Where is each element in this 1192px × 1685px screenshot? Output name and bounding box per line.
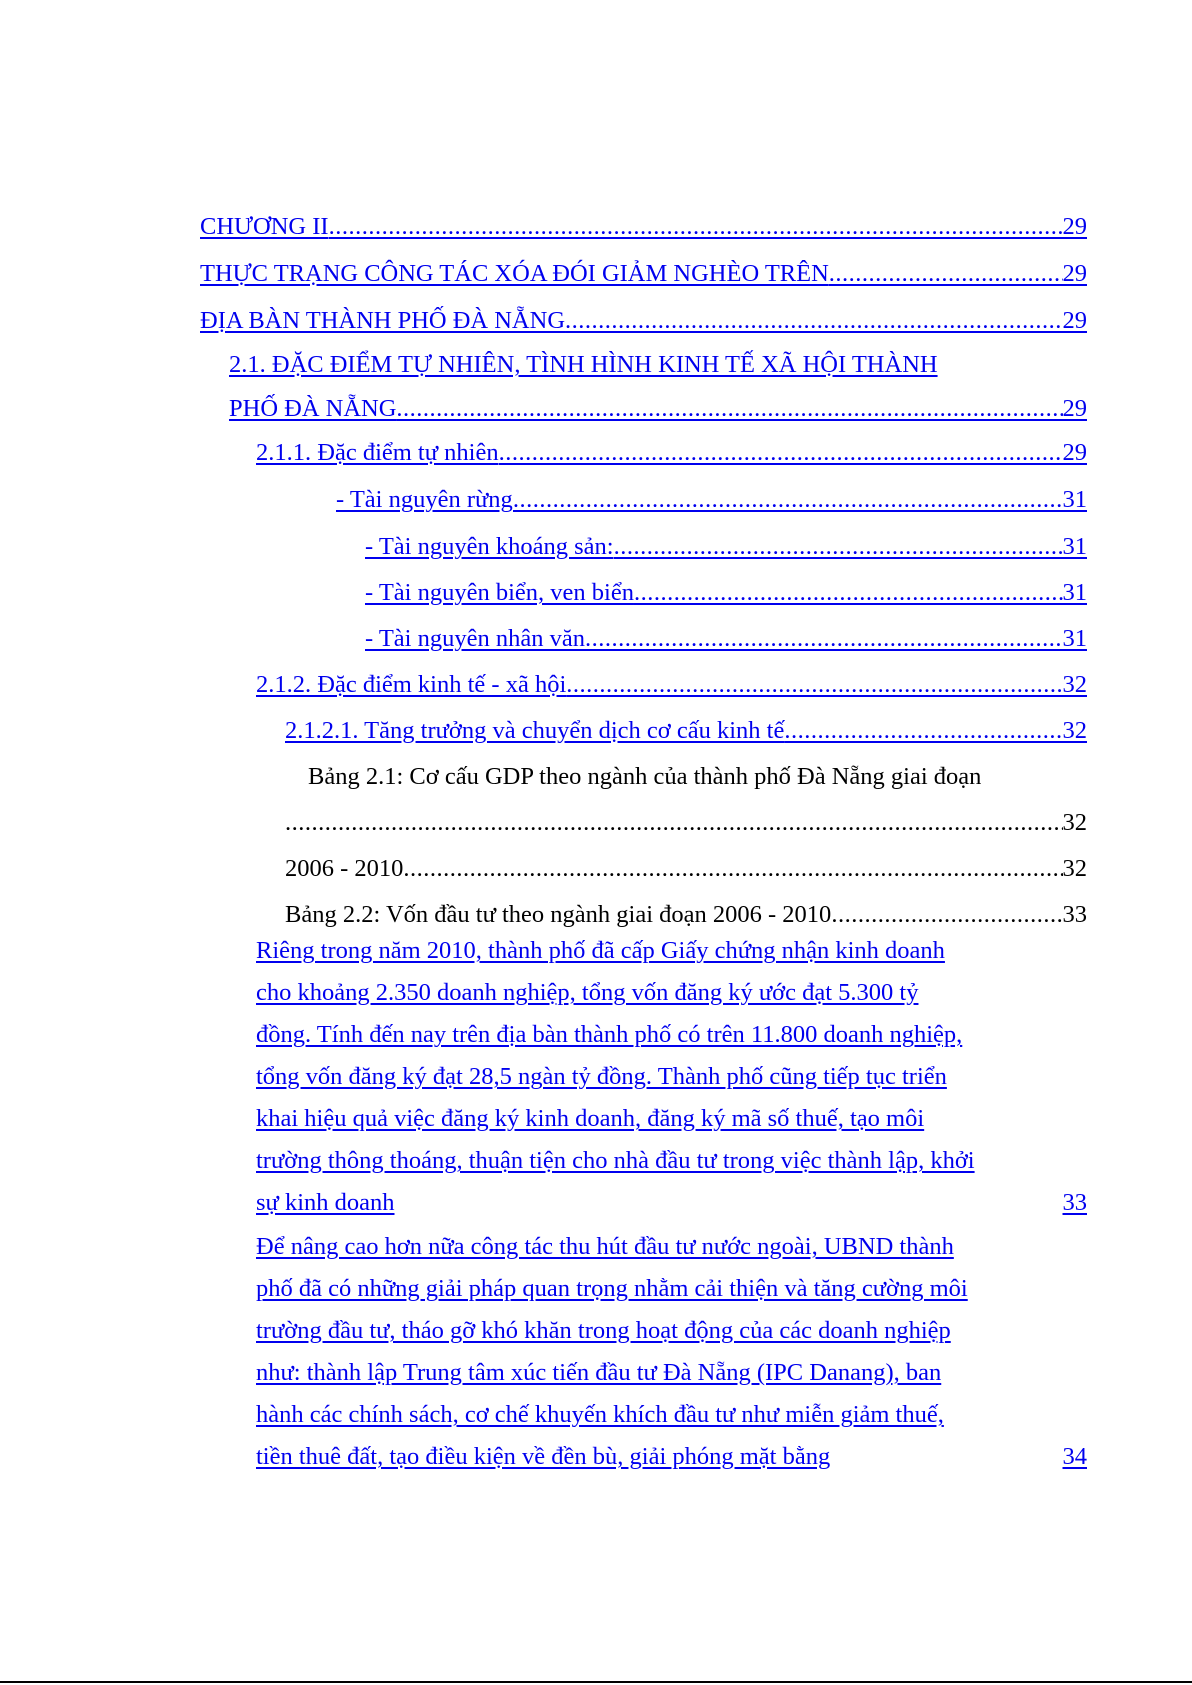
toc-leader-dots — [784, 717, 1062, 745]
toc-leader-dots — [513, 486, 1063, 514]
toc-entry-tai-nguyen-khoang-san[interactable] — [285, 515, 1087, 561]
paragraph-text: phố đã có những giải pháp quan trọng nhằm cải thiện và tăng cường môi — [256, 1275, 968, 1302]
toc-leader-dots — [829, 260, 1063, 288]
toc-entry-label: 2.1.2.1. Tăng trưởng và chuyển dịch cơ cấu kinh tế — [285, 716, 785, 744]
toc-leader-dots — [285, 809, 1063, 837]
toc-entry-label: ĐỊA BÀN THÀNH PHỐ ĐÀ NẴNG — [200, 306, 566, 334]
toc-page-number: 32 — [1062, 670, 1087, 698]
toc-page-number: 31 — [1062, 532, 1087, 560]
toc-entry-table-2-1-line3[interactable] — [285, 837, 1087, 883]
toc-page-number: 29 — [1062, 438, 1087, 466]
toc-page-number: 31 — [1062, 578, 1087, 606]
paragraph-line — [256, 930, 1087, 972]
paragraph-line — [256, 1394, 1087, 1436]
paragraph-line — [256, 1098, 1087, 1140]
toc-entry-paragraph-foreign-investment[interactable] — [256, 1226, 1087, 1478]
toc-entry-label: - Tài nguyên biển, ven biển — [365, 578, 634, 606]
toc-leader-dots — [329, 213, 1063, 241]
toc-entry-label: 2.1.1. Đặc điểm tự nhiên — [256, 438, 499, 466]
toc-entry-label: - Tài nguyên rừng — [336, 485, 513, 513]
paragraph-text: Riêng trong năm 2010, thành phố đã cấp Giấy chứng nhận kinh doanh — [256, 937, 945, 964]
toc-entry-paragraph-business-registration[interactable] — [256, 930, 1087, 1224]
toc-entry-tai-nguyen-nhan-van[interactable] — [285, 607, 1087, 653]
toc-page-number: 29 — [1062, 306, 1087, 334]
toc-entry-table-2-1-line2[interactable] — [285, 791, 1087, 837]
toc-entry-chapter-title-1[interactable] — [200, 242, 1087, 288]
toc-entry-table-2-1-line1[interactable] — [285, 745, 1087, 791]
toc-page-number: 34 — [1062, 1443, 1087, 1470]
toc-entry-chapter-ii[interactable] — [200, 195, 1087, 241]
paragraph-line — [256, 972, 1087, 1014]
toc-leader-dots — [831, 901, 1062, 929]
paragraph-line — [256, 1056, 1087, 1098]
paragraph-text: khai hiệu quả việc đăng ký kinh doanh, đăng ký mã số thuế, tạo môi — [256, 1105, 925, 1132]
paragraph-text: cho khoảng 2.350 doanh nghiệp, tổng vốn đăng ký ước đạt 5.300 tỷ — [256, 979, 919, 1006]
paragraph-text: tổng vốn đăng ký đạt 28,5 ngàn tỷ đồng. Thành phố cũng tiếp tục triển — [256, 1063, 947, 1090]
toc-entry-label: THỰC TRẠNG CÔNG TÁC XÓA ĐÓI GIẢM NGHÈO TRÊN — [200, 259, 829, 287]
toc-entry-label: 2006 - 2010 — [285, 854, 404, 882]
toc-leader-dots — [499, 439, 1063, 467]
toc-entry-section-2-1-line1[interactable] — [229, 333, 1087, 379]
paragraph-line — [256, 1014, 1087, 1056]
paragraph-line — [256, 1140, 1087, 1182]
toc-entry-label: Bảng 2.2: Vốn đầu tư theo ngành giai đoạn 2006 - 2010 — [285, 900, 832, 928]
paragraph-text: hành các chính sách, cơ chế khuyến khích đầu tư như miễn giảm thuế, — [256, 1401, 944, 1428]
toc-entry-2-1-1[interactable] — [256, 421, 1087, 467]
paragraph-text: trường đầu tư, tháo gỡ khó khăn trong hoạt động của các doanh nghiệp — [256, 1317, 951, 1344]
toc-page-number: 31 — [1062, 485, 1087, 513]
toc-leader-dots — [634, 579, 1063, 607]
toc-leader-dots — [614, 533, 1063, 561]
toc-page-number: 32 — [1062, 808, 1087, 836]
paragraph-text: Để nâng cao hơn nữa công tác thu hút đầu tư nước ngoài, UBND thành — [256, 1233, 954, 1260]
toc-leader-dots — [565, 307, 1062, 335]
paragraph-text: đồng. Tính đến nay trên địa bàn thành phố có trên 11.800 doanh nghiệp, — [256, 1021, 963, 1048]
toc-leader-dots — [585, 625, 1063, 653]
paragraph-line — [256, 1226, 1087, 1268]
page-bottom-border — [0, 1681, 1192, 1683]
toc-entry-section-2-1-line2[interactable] — [229, 377, 1087, 423]
toc-page-number: 31 — [1062, 624, 1087, 652]
paragraph-text: trường thông thoáng, thuận tiện cho nhà đầu tư trong việc thành lập, khởi — [256, 1147, 975, 1174]
paragraph-line — [256, 1352, 1087, 1394]
toc-entry-label: - Tài nguyên nhân văn — [365, 624, 585, 652]
toc-entry-label: - Tài nguyên khoáng sản: — [365, 532, 614, 560]
toc-entry-tai-nguyen-bien[interactable] — [285, 561, 1087, 607]
paragraph-line — [256, 1268, 1087, 1310]
toc-page-number: 32 — [1062, 854, 1087, 882]
toc-page-number: 33 — [1062, 1189, 1087, 1216]
toc-leader-dots — [403, 855, 1062, 883]
toc-entry-label: 2.1.2. Đặc điểm kinh tế - xã hội — [256, 670, 567, 698]
paragraph-last-line — [256, 1182, 1087, 1224]
toc-leader-dots — [566, 671, 1062, 699]
paragraph-last-line — [256, 1436, 1087, 1478]
toc-entry-2-1-2[interactable] — [256, 653, 1087, 699]
paragraph-text: như: thành lập Trung tâm xúc tiến đầu tư Đà Nẵng (IPC Danang), ban — [256, 1359, 942, 1386]
toc-entry-label: CHƯƠNG II — [200, 212, 329, 240]
toc-entry-chapter-title-2[interactable] — [200, 289, 1087, 335]
paragraph-text: tiền thuê đất, tạo điều kiện về đền bù, giải phóng mặt bằng — [256, 1443, 831, 1470]
toc-leader-dots — [396, 395, 1062, 423]
paragraph-text: sự kinh doanh — [256, 1189, 395, 1216]
toc-page-number: 29 — [1062, 259, 1087, 287]
paragraph-line — [256, 1310, 1087, 1352]
toc-entry-tai-nguyen-rung[interactable] — [256, 468, 1087, 514]
toc-page-number: 33 — [1062, 900, 1087, 928]
toc-page-number: 29 — [1062, 394, 1087, 422]
toc-entry-table-2-2[interactable] — [285, 883, 1087, 929]
toc-entry-label: PHỐ ĐÀ NẴNG — [229, 394, 397, 422]
toc-page-number: 32 — [1062, 716, 1087, 744]
toc-entry-2-1-2-1[interactable] — [285, 699, 1087, 745]
toc-entry-label: Bảng 2.1: Cơ cấu GDP theo ngành của thành phố Đà Nẵng giai đoạn — [308, 762, 982, 790]
toc-page-number: 29 — [1062, 212, 1087, 240]
toc-entry-label: 2.1. ĐẶC ĐIỂM TỰ NHIÊN, TÌNH HÌNH KINH TẾ XÃ HỘI THÀNH — [229, 350, 938, 378]
